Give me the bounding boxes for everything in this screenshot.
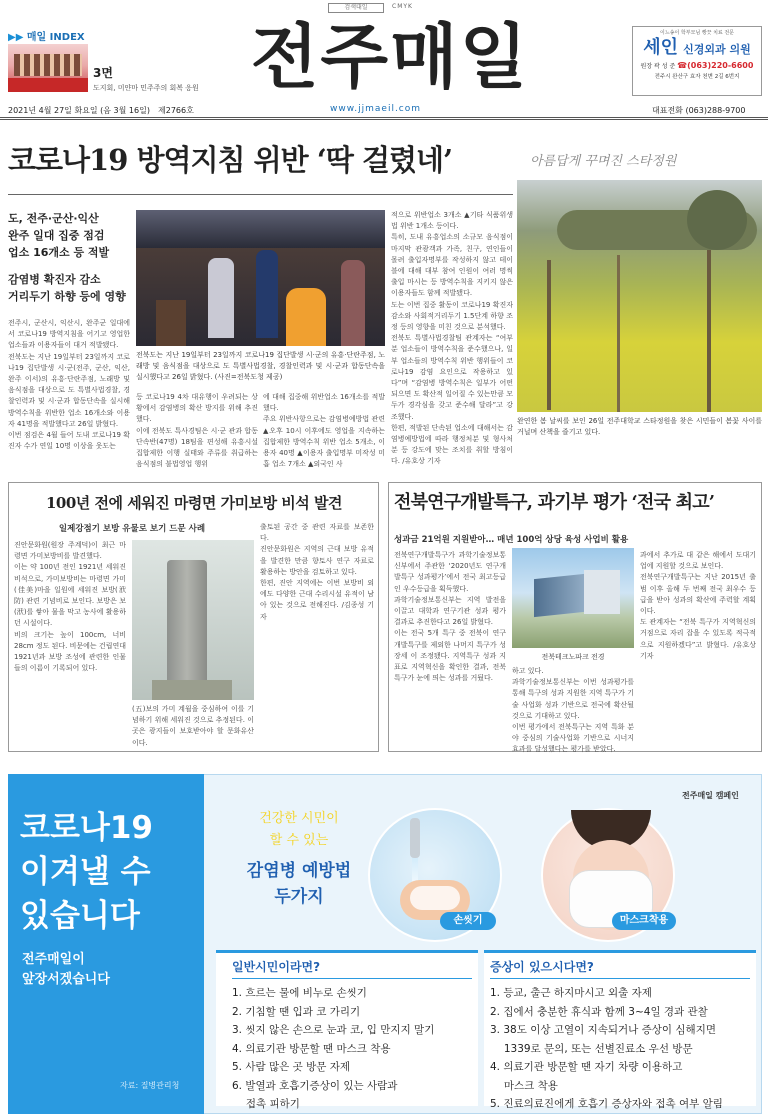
general-item: 1. 흐르는 물에 비누로 손씻기: [232, 987, 367, 999]
headline-rule: [8, 194, 513, 195]
ad-name2: 신경외과 의원: [683, 43, 751, 56]
general-item: 3. 씻지 않은 손으로 눈과 코, 입 만지지 말기: [232, 1024, 435, 1036]
photo-story-caption: 완연한 봄 날씨를 보인 26일 전주대학교 스타정원을 찾은 시민들이 봄꽃 사이를 거닐며 산책을 즐기고 있다.: [517, 417, 762, 437]
masthead-title: 전주매일: [250, 16, 530, 98]
campaign-heading-4: 두가지: [274, 887, 324, 907]
subhead-4: 감염병 확진자 감소: [8, 273, 101, 286]
story3-photo: [512, 548, 634, 648]
date-line-bottom: [0, 119, 768, 120]
story2-photo: [132, 540, 254, 700]
main-photo: [136, 210, 385, 346]
ad-tagline: 이느송이 학부모님 빵끗 치료 전문: [660, 30, 734, 36]
story3-col-3: 과에서 추가로 대 같은 해에서 도대기업에 지원할 것으로 보인다. 전북연구개발특구는 지난 2015년 출범 이후 올해 두 번째 전국 최우수 등급을 받아 성과의 확산에 주력할 계획이다. 도 관계자는 “전북 특구가 지역혁신의 거점으로 자리 잡을 수 있도록 적극적으로 지원하겠다”고 밝혔다. /유호상 기자: [640, 551, 756, 660]
story2-col-1: 진안문화원(원장 주계덕)이 최근 마령면 가미보방비를 발견했다. 이는 약 100년 전인 1921년 세워진 비석으로, 가미보방비는 마령면 가미(佳美)마을 일원에 세워진 보방(洑防) 관련 기념비로 보인다. 보방은 보(洑)를 쌓아 물을 막고 농사에 활용하던 시설이다. 비의 크기는 높이 100cm, 너비 28cm 정도 된다. 비문에는 건립연대 1921년과 보방 조성에 관련한 인물들의 이름이 기록되어 있다.: [14, 541, 126, 673]
story2-col-3: (五)보의 가미 계월을 중심하여 이를 기념하기 위해 세워진 것으로 추정된다. 이곳은 광지들이 보호받아야 할 문화유산이다.: [132, 705, 254, 747]
campaign-heading-3: 감염병 예방법: [246, 861, 352, 881]
symptom-item: 5. 진료의료진에게 호흡기 증상자와 접촉 여부 알림: [490, 1098, 723, 1110]
photo-story-image: [517, 180, 762, 412]
hospital-ad: [632, 26, 762, 96]
symptom-item: 3. 38도 이상 고열이 지속되거나 증상이 심해지면: [490, 1024, 716, 1036]
index-label: ▶▶ 매일 INDEX: [8, 32, 85, 43]
story3-sub: 성과금 21억원 지원받아… 매년 100억 상당 육성 사업비 활용: [394, 535, 629, 545]
info-box-symptom-items: [490, 984, 760, 1114]
ad-director: 원장 곽 성 준: [640, 63, 676, 70]
symptom-item: 1. 등교, 출근 하지마시고 외출 자제: [490, 987, 652, 999]
campaign-source: 자료: 질병관리청: [120, 1081, 180, 1090]
campaign-slogan-1: 전주매일이: [22, 952, 85, 967]
info-box-general-title: 일반시민이라면?: [232, 960, 321, 974]
story3-headline: 전북연구개발특구, 과기부 평가 ‘전국 최고’: [394, 492, 715, 513]
ad-name: 세인: [643, 37, 679, 58]
main-col-1: 전주시, 군산시, 익산시, 완주군 일대에서 코로나19 방역지침을 어기고 영업한 업소들과 이용자들이 대거 적발됐다. 전북도는 지난 19일부터 23일까지 코로나19 집단발생 시·군(전주, 군산, 익산, 완주 이서)의 유흥·단란주점, 노래방 및 음식점을 대상으로 도 특별사법경찰, 경찰인력과 및 시·군과 합동단속을 실시해 방역수칙을 위반한 업소 16개소와 이용자 41명을 적발했다고 26일 밝혔다. 이번 점검은 4월 들어 도내 코로나19 확진자 수가 연일 10명 이상을 웃도는: [8, 319, 130, 451]
campaign-big-2: 이겨낼 수: [20, 854, 151, 890]
story2-headline: 100년 전에 세워진 마령면 가미보방 비석 발견: [46, 494, 342, 512]
campaign-tag: 전주매일 캠페인: [682, 791, 739, 800]
masthead-date: 2021년 4월 27일 화요일 (음 3월 16일): [8, 106, 150, 115]
story2-col-4: 출토된 공간 중 관련 자료를 보존한다. 진안문화원은 지역의 근대 보방 유적을 발견한 만큼 향토사 연구 자료로 활용하는 방안을 검토하고 있다. 한편, 진안 지역에는 이번 보방비 외에도 다양한 근대 수리시설 유적이 남아 있는 것으로 전해진다. /김종성 기자: [260, 523, 374, 621]
symptom-item: 마스크 착용: [490, 1079, 558, 1092]
campaign-heading: [234, 808, 364, 910]
campaign-slogan: [22, 950, 110, 990]
general-item: 2. 기침할 땐 입과 코 가리기: [232, 1005, 361, 1018]
general-item: 4. 의료기관 방문할 땐 마스크 착용: [232, 1042, 391, 1055]
campaign-big-text: [20, 806, 153, 938]
main-col-3: 에 대해 집중해 위반업소 16개소를 적발했다. 주요 위반사항으로는 감염병예방법 관련 ▲오후 10시 이후에도 영업을 지속하는 집합제한 방역수칙 위반 업소 5개소, 이용자 40명 ▲이용자 출입명부 미작성 미흡 업소 7개소 ▲외국인 사: [263, 393, 385, 469]
story3-col-2: 하고 있다. 과학기술정보통신부는 이번 성과평가를 통해 특구의 성과 지원한 지역 특구가 기술 사업화 성과 기반으로 전국에 확산될 것으로 기대하고 있다. 이번 평가에서 전북특구는 지역 특화 분야 중심의 기술사업화 기반으로 시너지 효과를 달성했다는 평가를 받았다.: [512, 667, 634, 754]
masthead-issue: 제2766호: [158, 106, 194, 115]
index-desc: 도지회, 미얀마 민주주의 회복 응원: [93, 84, 199, 92]
main-photo-caption: 전북도는 지난 19일부터 23일까지 코로나19 집단발생 시·군의 유흥·단란주점, 노래방 및 음식점을 대상으로 도 특별사법경찰, 경찰인력과 및 시·군과 합동단속을 실시했다고 26일 밝혔다. (사진=전북도청 제공): [136, 351, 385, 382]
symptom-item: 1339로 문의, 또는 선별진료소 우선 방문: [490, 1042, 693, 1055]
ad-address: 전주시 완산구 효자 천변 2길 6번지: [654, 74, 740, 80]
main-headline: 코로나19 방역지침 위반 ‘딱 걸렸네’: [8, 143, 453, 177]
subhead-3: 업소 16개소 등 적발: [8, 246, 110, 259]
campaign-slogan-2: 앞장서겠습니다: [22, 972, 110, 987]
campaign-heading-2: 할 수 있는: [269, 833, 329, 848]
main-col-2: 등 코로나19 4차 대유행이 우려되는 상황에서 감염병의 확산 방지를 위해 추진했다. 이에 전북도 특사경팀은 시·군 관과 합동단속반(47명) 18팀을 편성해 유흥시설 집합제한 이행 실태와 주류를 취급하는 음식점의 불법영업 행위: [136, 393, 258, 469]
info-box-symptom-rule: [490, 978, 750, 979]
masthead-url[interactable]: www.jjmaeil.com: [330, 104, 422, 114]
info-box-symptom-title: 증상이 있으시다면?: [490, 960, 594, 974]
index-page: 3면: [93, 66, 113, 80]
story2-sub: 일제강점기 보방 유물로 보기 드문 사례: [58, 524, 206, 534]
general-item: 6. 발열과 호흡기증상이 있는 사람과: [232, 1079, 398, 1092]
general-item: 5. 사람 많은 곳 방문 자제: [232, 1061, 350, 1073]
subhead-1: 도, 전주·군산·익산: [8, 212, 99, 225]
photo-story-title: 아름답게 꾸며진 스타정원: [530, 154, 677, 169]
main-col-4: 적으로 위반업소 3개소 ▲기타 식품위생법 위반 1개소 등이다. 특히, 도내 유흥업소의 소규모 음식점이 마지막 관광객과 가족, 친구, 연인들이 몰려 출입자명부를 작성하지 않고 테이블에 대해 대부 참여 인원이 여러 명씩 출입 마시는 등 방역수칙을 지키지 않은 이용자들도 함께 적발됐다. 도는 이번 집중 활동이 코로나19 확진자 감소와 사회적거리두기 1.5단계 하향 조정 등의 영향을 미친 것으로 분석했다. 전북도 특별사법경찰팀 관계자는 “여부분 업소들이 방역수칙을 준수했으나, 일부 업소들의 방역수칙 위반 행위들이 코로나19 감염 요인으로 작용하고 있다”며 “감염병 방역수칙은 일부가 어떤되으면 도 확산적 일어질 수 있는만큼 모두가 경각심을 갖고 준수해 달라”고 강조했다. 한편, 적발된 단속된 업소에 대해서는 감염병예방법에 따라 행정처분 및 형사처분 등 강도에 맞는 조치를 취할 방침이다. /유호상 기자: [391, 211, 513, 466]
ad-phone: ☎(063)220-6600: [677, 61, 754, 70]
campaign-heading-1: 건강한 시민이: [259, 811, 339, 826]
print-mark-box: 검색대일: [328, 3, 384, 13]
cmyk-mark: CMYK: [392, 3, 413, 10]
story3-photo-caption: 전북테크노파크 전경: [541, 653, 605, 661]
campaign-big-3: 있습니다: [20, 898, 140, 934]
masthead-phone: 대표전화 (063)288-9700: [652, 106, 746, 115]
subhead-5: 거리두기 하향 등에 영향: [8, 290, 126, 303]
handwash-label: 손씻기: [440, 912, 496, 930]
symptom-item: 2. 집에서 충분한 휴식과 함께 3~4일 경과 관찰: [490, 1005, 708, 1018]
info-box-general-rule: [232, 978, 472, 979]
index-thumbnail: [8, 44, 88, 92]
mask-label: 마스크착용: [612, 912, 676, 930]
general-item: 접촉 피하기: [232, 1098, 300, 1110]
subhead-2: 완주 일대 집중 점검: [8, 229, 105, 242]
story3-col-1: 전북연구개발특구가 과학기술정보통신부에서 주관한 ‘2020년도 연구개발특구 성과평가’에서 전국 최고등급인 우수등급을 획득했다. 과학기술정보통신부는 지역 발전을 이끌고 대학과 연구기관 성과 평가 결과로 추진한다고 26일 밝혔다. 이는 전국 5개 특구 중 전북이 연구개발특구를 제외한 나머지 특구가 성장세 이 조정됐다. 지역특구 성과 지표로 지역혁신을 확인한 결과, 전북 특구가 눈에 띄는 성과를 거뒀다.: [394, 551, 506, 683]
symptom-item: 4. 의료기관 방문할 땐 자기 차량 이용하고: [490, 1061, 683, 1073]
subhead-block: [8, 210, 130, 305]
info-box-general-items: [232, 984, 476, 1114]
campaign-big-1: 코로나19: [20, 810, 153, 846]
